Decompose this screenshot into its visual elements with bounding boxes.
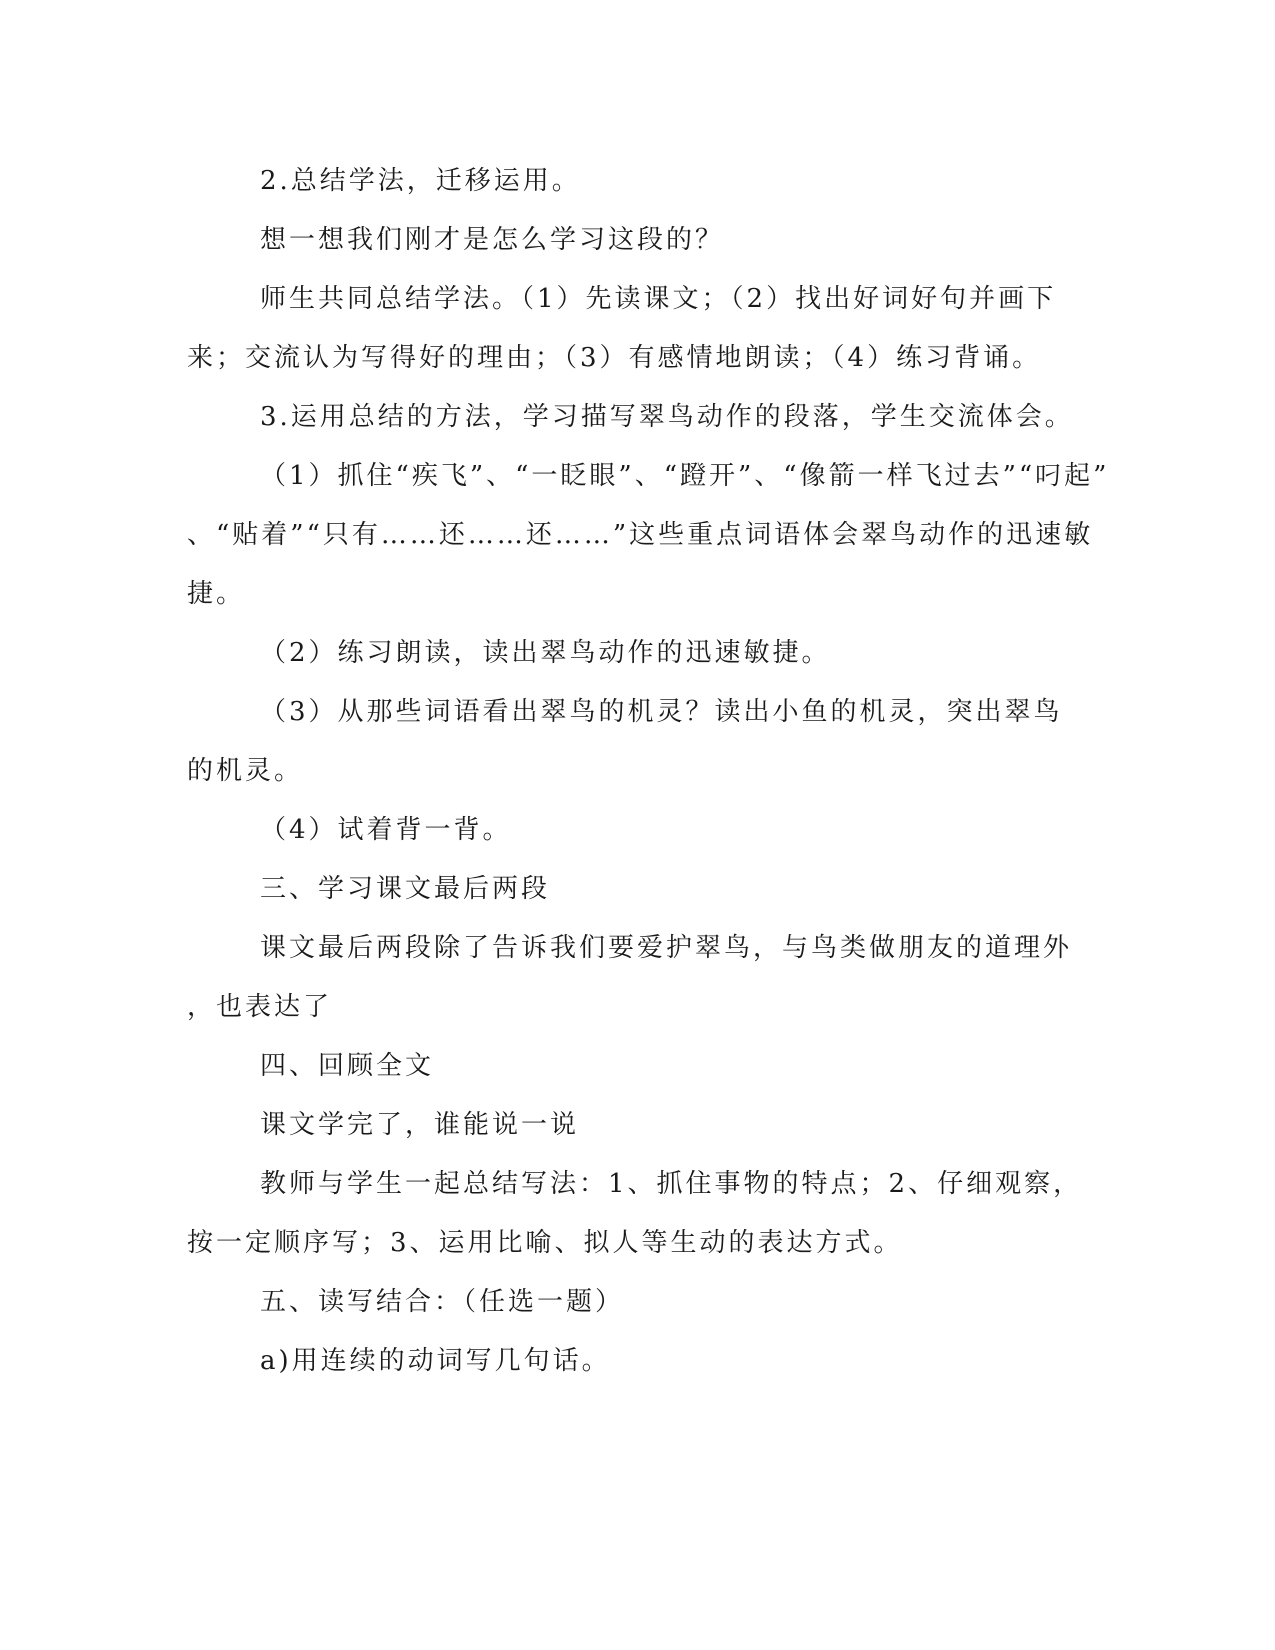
- section-heading: 三、学习课文最后两段: [260, 874, 551, 904]
- paragraph-line: 师生共同总结学法。（1）先读课文；（2）找出好词好句并画下: [260, 284, 1057, 314]
- paragraph-line: 来；交流认为写得好的理由；（3）有感情地朗读；（4）练习背诵。: [187, 343, 1042, 373]
- paragraph-line: a)用连续的动词写几句话。: [260, 1346, 611, 1376]
- paragraph-line: 、“贴着”“只有……还……还……”这些重点词语体会翠鸟动作的迅速敏: [187, 520, 1094, 550]
- paragraph-line: 2.总结学法，迁移运用。: [260, 166, 581, 196]
- paragraph-line: 想一想我们刚才是怎么学习这段的？: [260, 225, 725, 255]
- paragraph-line: （1）抓住“疾飞”、“一眨眼”、“蹬开”、“像箭一样飞过去”“叼起”: [260, 461, 1110, 491]
- paragraph-line: ，也表达了: [187, 992, 333, 1022]
- paragraph-line: （4）试着背一背。: [260, 815, 512, 845]
- section-heading: 四、回顾全文: [260, 1051, 435, 1081]
- paragraph-line: 课文最后两段除了告诉我们要爱护翠鸟，与鸟类做朋友的道理外: [260, 933, 1073, 963]
- paragraph-line: （3）从那些词语看出翠鸟的机灵？读出小鱼的机灵，突出翠鸟: [260, 697, 1063, 727]
- paragraph-line: 的机灵。: [187, 756, 304, 786]
- section-heading: 五、读写结合：（任选一题）: [260, 1287, 625, 1317]
- paragraph-line: 3.运用总结的方法，学习描写翠鸟动作的段落，学生交流体会。: [260, 402, 1074, 432]
- paragraph-line: 按一定顺序写；3、运用比喻、拟人等生动的表达方式。: [187, 1228, 903, 1258]
- paragraph-line: 课文学完了，谁能说一说: [260, 1110, 580, 1140]
- paragraph-line: （2）练习朗读，读出翠鸟动作的迅速敏捷。: [260, 638, 831, 668]
- paragraph-line: 捷。: [187, 579, 246, 609]
- paragraph-line: 教师与学生一起总结写法：1、抓住事物的特点；2、仔细观察，: [260, 1169, 1083, 1199]
